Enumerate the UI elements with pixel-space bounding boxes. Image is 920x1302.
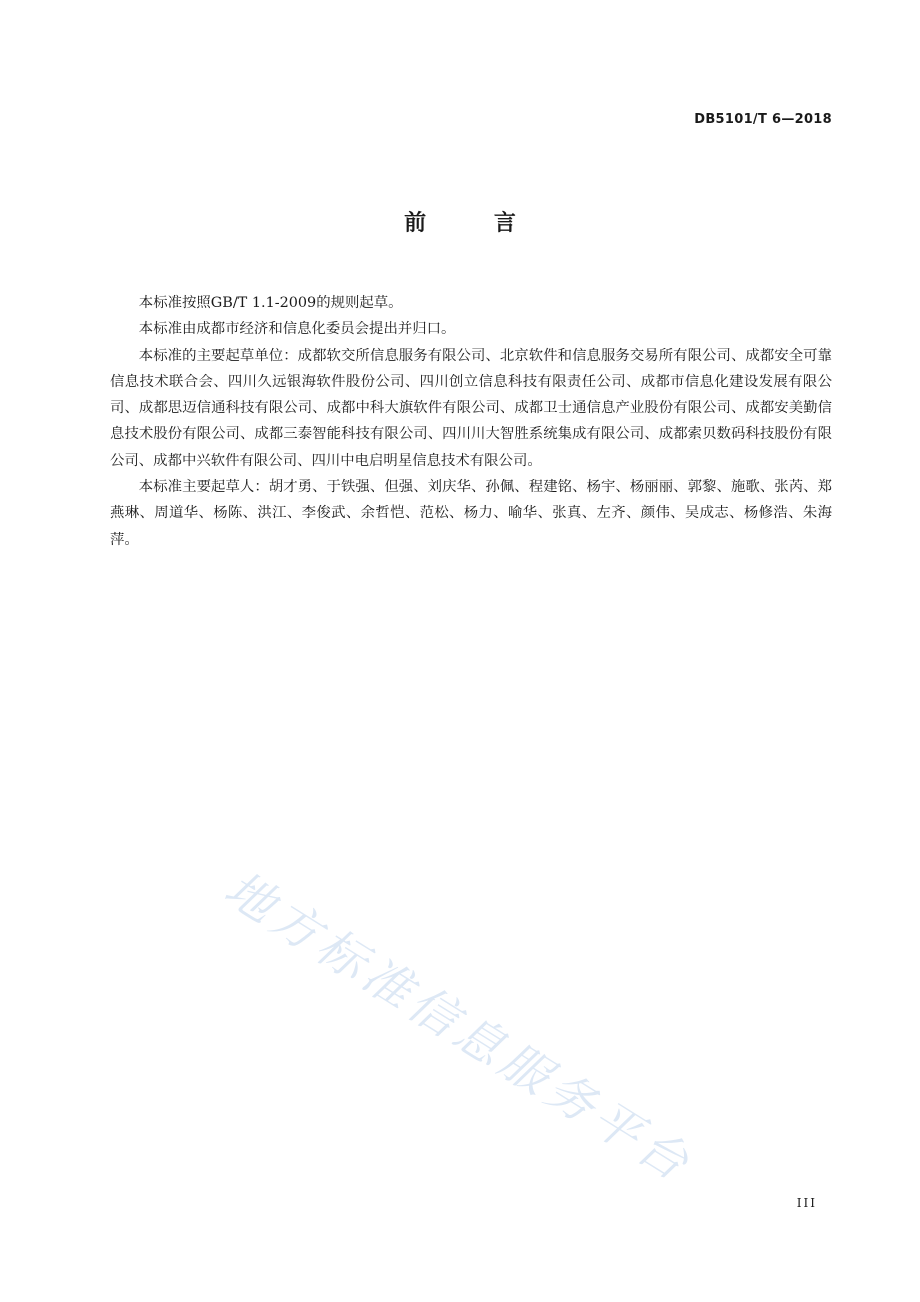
page-number: III [796,1196,817,1210]
watermark: 地方标准信息服务平台 [214,860,703,1195]
page-title: 前 言 [404,211,546,236]
paragraph-drafting-units: 本标准的主要起草单位：成都软交所信息服务有限公司、北京软件和信息服务交易所有限公司、成都安全可靠信息技术联合会、四川久远银海软件股份公司、四川创立信息科技有限责任公司、成都市信息化建设发展有限公司、成都思迈信通科技有限公司、成都中科大旗软件有限公司、成都卫士通信息产业股份有限公司、成都安美勤信息技术股份有限公司、成都三泰智能科技有限公司、四川川大智胜系统集成有限公司、成都索贝数码科技股份有限公司、成都中兴软件有限公司、四川中电启明星信息技术有限公司。 [110,347,832,469]
document-body [110,290,832,553]
standard-code: DB5101/T 6—2018 [694,112,832,127]
paragraph-drafters: 本标准主要起草人：胡才勇、于铁强、但强、刘庆华、孙佩、程建铭、杨宇、杨丽丽、郭黎、施歌、张芮、郑燕琳、周道华、杨陈、洪江、李俊武、余哲恺、范松、杨力、喻华、张真、左齐、颜伟、吴成志、杨修浩、朱海萍。 [110,479,832,548]
paragraph-proposer: 本标准由成都市经济和信息化委员会提出并归口。 [138,321,456,338]
paragraph-drafting-rules: 本标准按照GB/T 1.1-2009的规则起草。 [138,295,403,311]
